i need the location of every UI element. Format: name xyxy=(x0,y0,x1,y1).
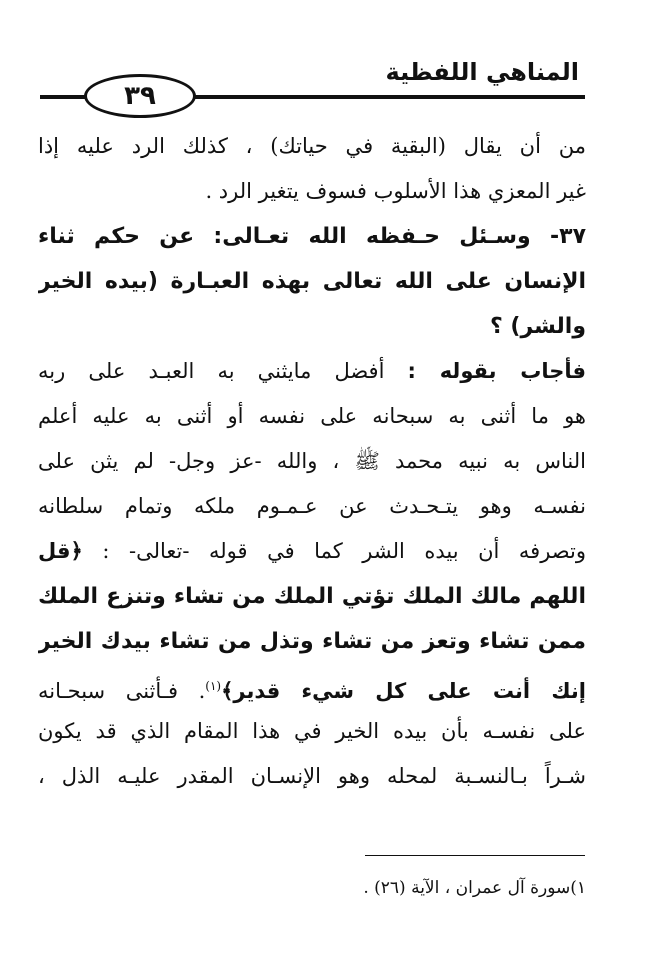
header-title: المناهي اللفظية xyxy=(385,58,579,86)
footnote: ١)سورة آل عمران ، الآية (٢٦) . xyxy=(363,878,586,898)
text-line: الناس به نبيه محمد ﷺ ، والله -عز وجل- لم يثن على xyxy=(38,449,586,473)
answer-label: فأجاب بقوله : xyxy=(407,359,586,383)
page-number: ٣٩ xyxy=(84,74,196,118)
text-line: من أن يقال (البقية في حياتك) ، كذلك الرد عليه إذا xyxy=(38,134,586,158)
footnote-rule xyxy=(365,855,585,856)
text-line: على نفسـه بأن بيده الخير في هذا المقام الذي قد يكون xyxy=(38,719,586,743)
text-line: شـراً بـالنسـبة لمحله وهو الإنسـان المقدر عليـه الذل ، xyxy=(38,764,586,788)
quran-quote: إنك أنت على كل شيء قدير﴾ xyxy=(221,679,586,703)
quran-quote-line: اللهم مالك الملك تؤتي الملك من تشاء وتنزع الملك xyxy=(38,584,586,609)
question-heading-line: والشر) ؟ xyxy=(489,314,586,339)
text-line xyxy=(38,664,586,709)
answer-intro-line xyxy=(38,349,586,394)
quran-quote-line: ممن تشاء وتعز من تشاء وتذل من تشاء بيدك الخير xyxy=(38,629,586,654)
question-heading-line: الإنسان على الله تعالى بهذه العبـارة (بيده الخير xyxy=(38,269,586,294)
text-span: أفضل مايثني به العبـد على ربه xyxy=(38,359,408,383)
text-span: . فـأثنى سبحـانه xyxy=(38,679,206,703)
text-span: وتصرفه أن بيده الشر كما في قوله -تعالى- : xyxy=(82,539,586,563)
text-line: نفسـه وهو يتـحـدث عن عـمـوم ملكه وتمام سلطانه xyxy=(38,494,586,518)
quran-quote: ﴿قل xyxy=(38,539,83,563)
body-text xyxy=(38,124,586,799)
text-line: هو ما أثنى به سبحانه على نفسه أو أثنى به عليه أعلم xyxy=(38,404,586,428)
running-header xyxy=(40,56,585,116)
question-heading-line: ٣٧- وسـئل حـفظه الله تعـالى: عن حكم ثناء xyxy=(38,224,586,249)
text-line: غير المعزي هذا الأسلوب فسوف يتغير الرد . xyxy=(205,179,586,203)
footnote-ref: (١) xyxy=(205,679,222,693)
text-line xyxy=(38,529,586,574)
